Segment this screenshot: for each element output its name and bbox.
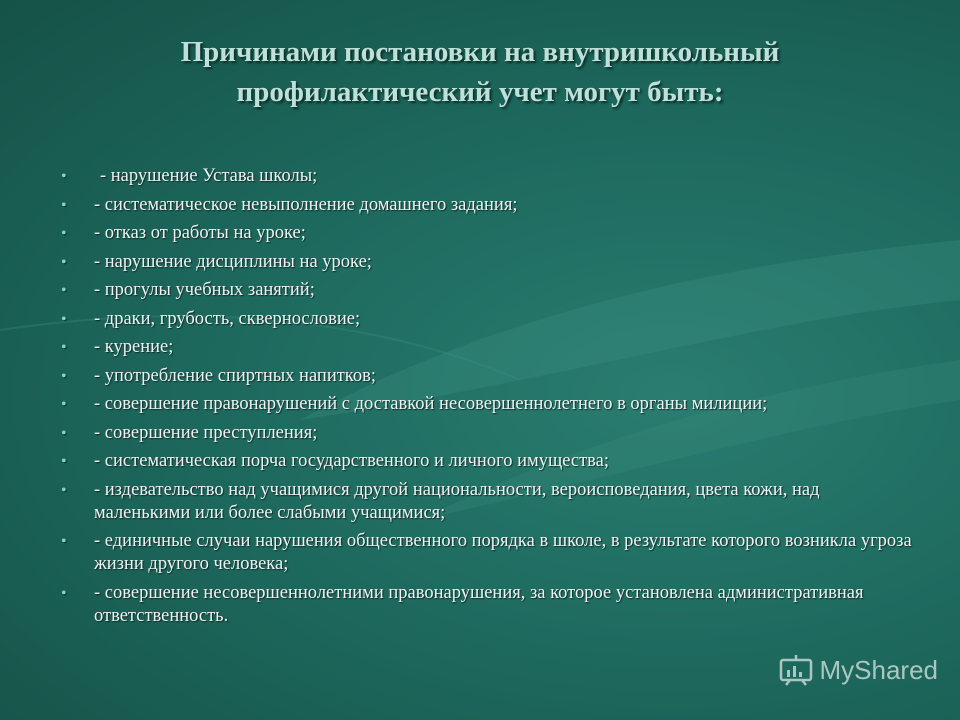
presentation-board-icon: [778, 654, 814, 686]
slide-title: [60, 32, 900, 112]
list-item: [58, 422, 918, 445]
list-item: [58, 393, 918, 416]
list-item-text: - систематическая порча государственного и личного имущества;: [94, 451, 610, 471]
title-line-2: профилактический учет могут быть:: [236, 76, 724, 108]
bullet-dot-icon: •: [61, 225, 67, 242]
list-item: [58, 365, 918, 388]
bullet-dot-icon: •: [61, 453, 67, 470]
reasons-list: [58, 165, 918, 633]
list-item: [58, 251, 918, 274]
list-item: [58, 336, 918, 359]
list-item: [58, 582, 918, 628]
bullet-dot-icon: •: [61, 282, 67, 299]
list-item-text: - нарушение дисциплины на уроке;: [94, 251, 372, 272]
list-item-text: - единичные случаи нарушения общественного порядка в школе, в результате которого возникла угроза жизни другого человека;: [94, 531, 912, 574]
bullet-dot-icon: •: [61, 253, 67, 271]
list-item: [58, 279, 918, 302]
bullet-dot-icon: •: [61, 533, 67, 550]
bullet-dot-icon: •: [61, 367, 67, 385]
list-item: [58, 194, 918, 217]
list-item-text: - употребление спиртных напитков;: [94, 365, 376, 386]
bullet-dot-icon: •: [61, 584, 67, 602]
bullet-dot-icon: •: [61, 339, 67, 356]
list-item: [58, 450, 918, 473]
list-item-text: - систематическое невыполнение домашнего задания;: [94, 194, 518, 215]
list-item-text: - прогулы учебных занятий;: [94, 280, 315, 300]
bullet-dot-icon: •: [61, 310, 67, 328]
list-item: [58, 308, 918, 331]
bullet-dot-icon: •: [61, 424, 67, 442]
list-item-text: - отказ от работы на уроке;: [94, 223, 306, 243]
list-item-text: - совершение преступления;: [94, 422, 318, 443]
list-item: [58, 222, 918, 245]
list-item-text: - издевательство над учащимися другой национальности, вероисповедания, цвета кожи, над маленькими или более слабыми учащимися;: [94, 479, 820, 523]
bullet-dot-icon: •: [61, 481, 67, 499]
list-item-text: - драки, грубость, сквернословие;: [94, 308, 361, 329]
title-line-1: Причинами постановки на внутришкольный: [180, 36, 780, 68]
list-item: [58, 530, 918, 576]
list-item-text: - совершение несовершеннолетними правонарушения, за которое установлена административная ответственность.: [94, 582, 864, 626]
list-item: [58, 165, 918, 188]
list-item: [58, 479, 918, 525]
list-item-text: - совершение правонарушений с доставкой несовершеннолетнего в органы милиции;: [94, 394, 768, 414]
watermark: [778, 654, 939, 686]
watermark-text: MyShared: [819, 654, 938, 685]
bullet-dot-icon: •: [61, 196, 67, 214]
list-item-text: - нарушение Устава школы;: [100, 166, 318, 186]
bullet-dot-icon: •: [61, 396, 67, 413]
bullet-dot-icon: •: [61, 168, 67, 185]
list-item-text: - курение;: [94, 337, 174, 357]
